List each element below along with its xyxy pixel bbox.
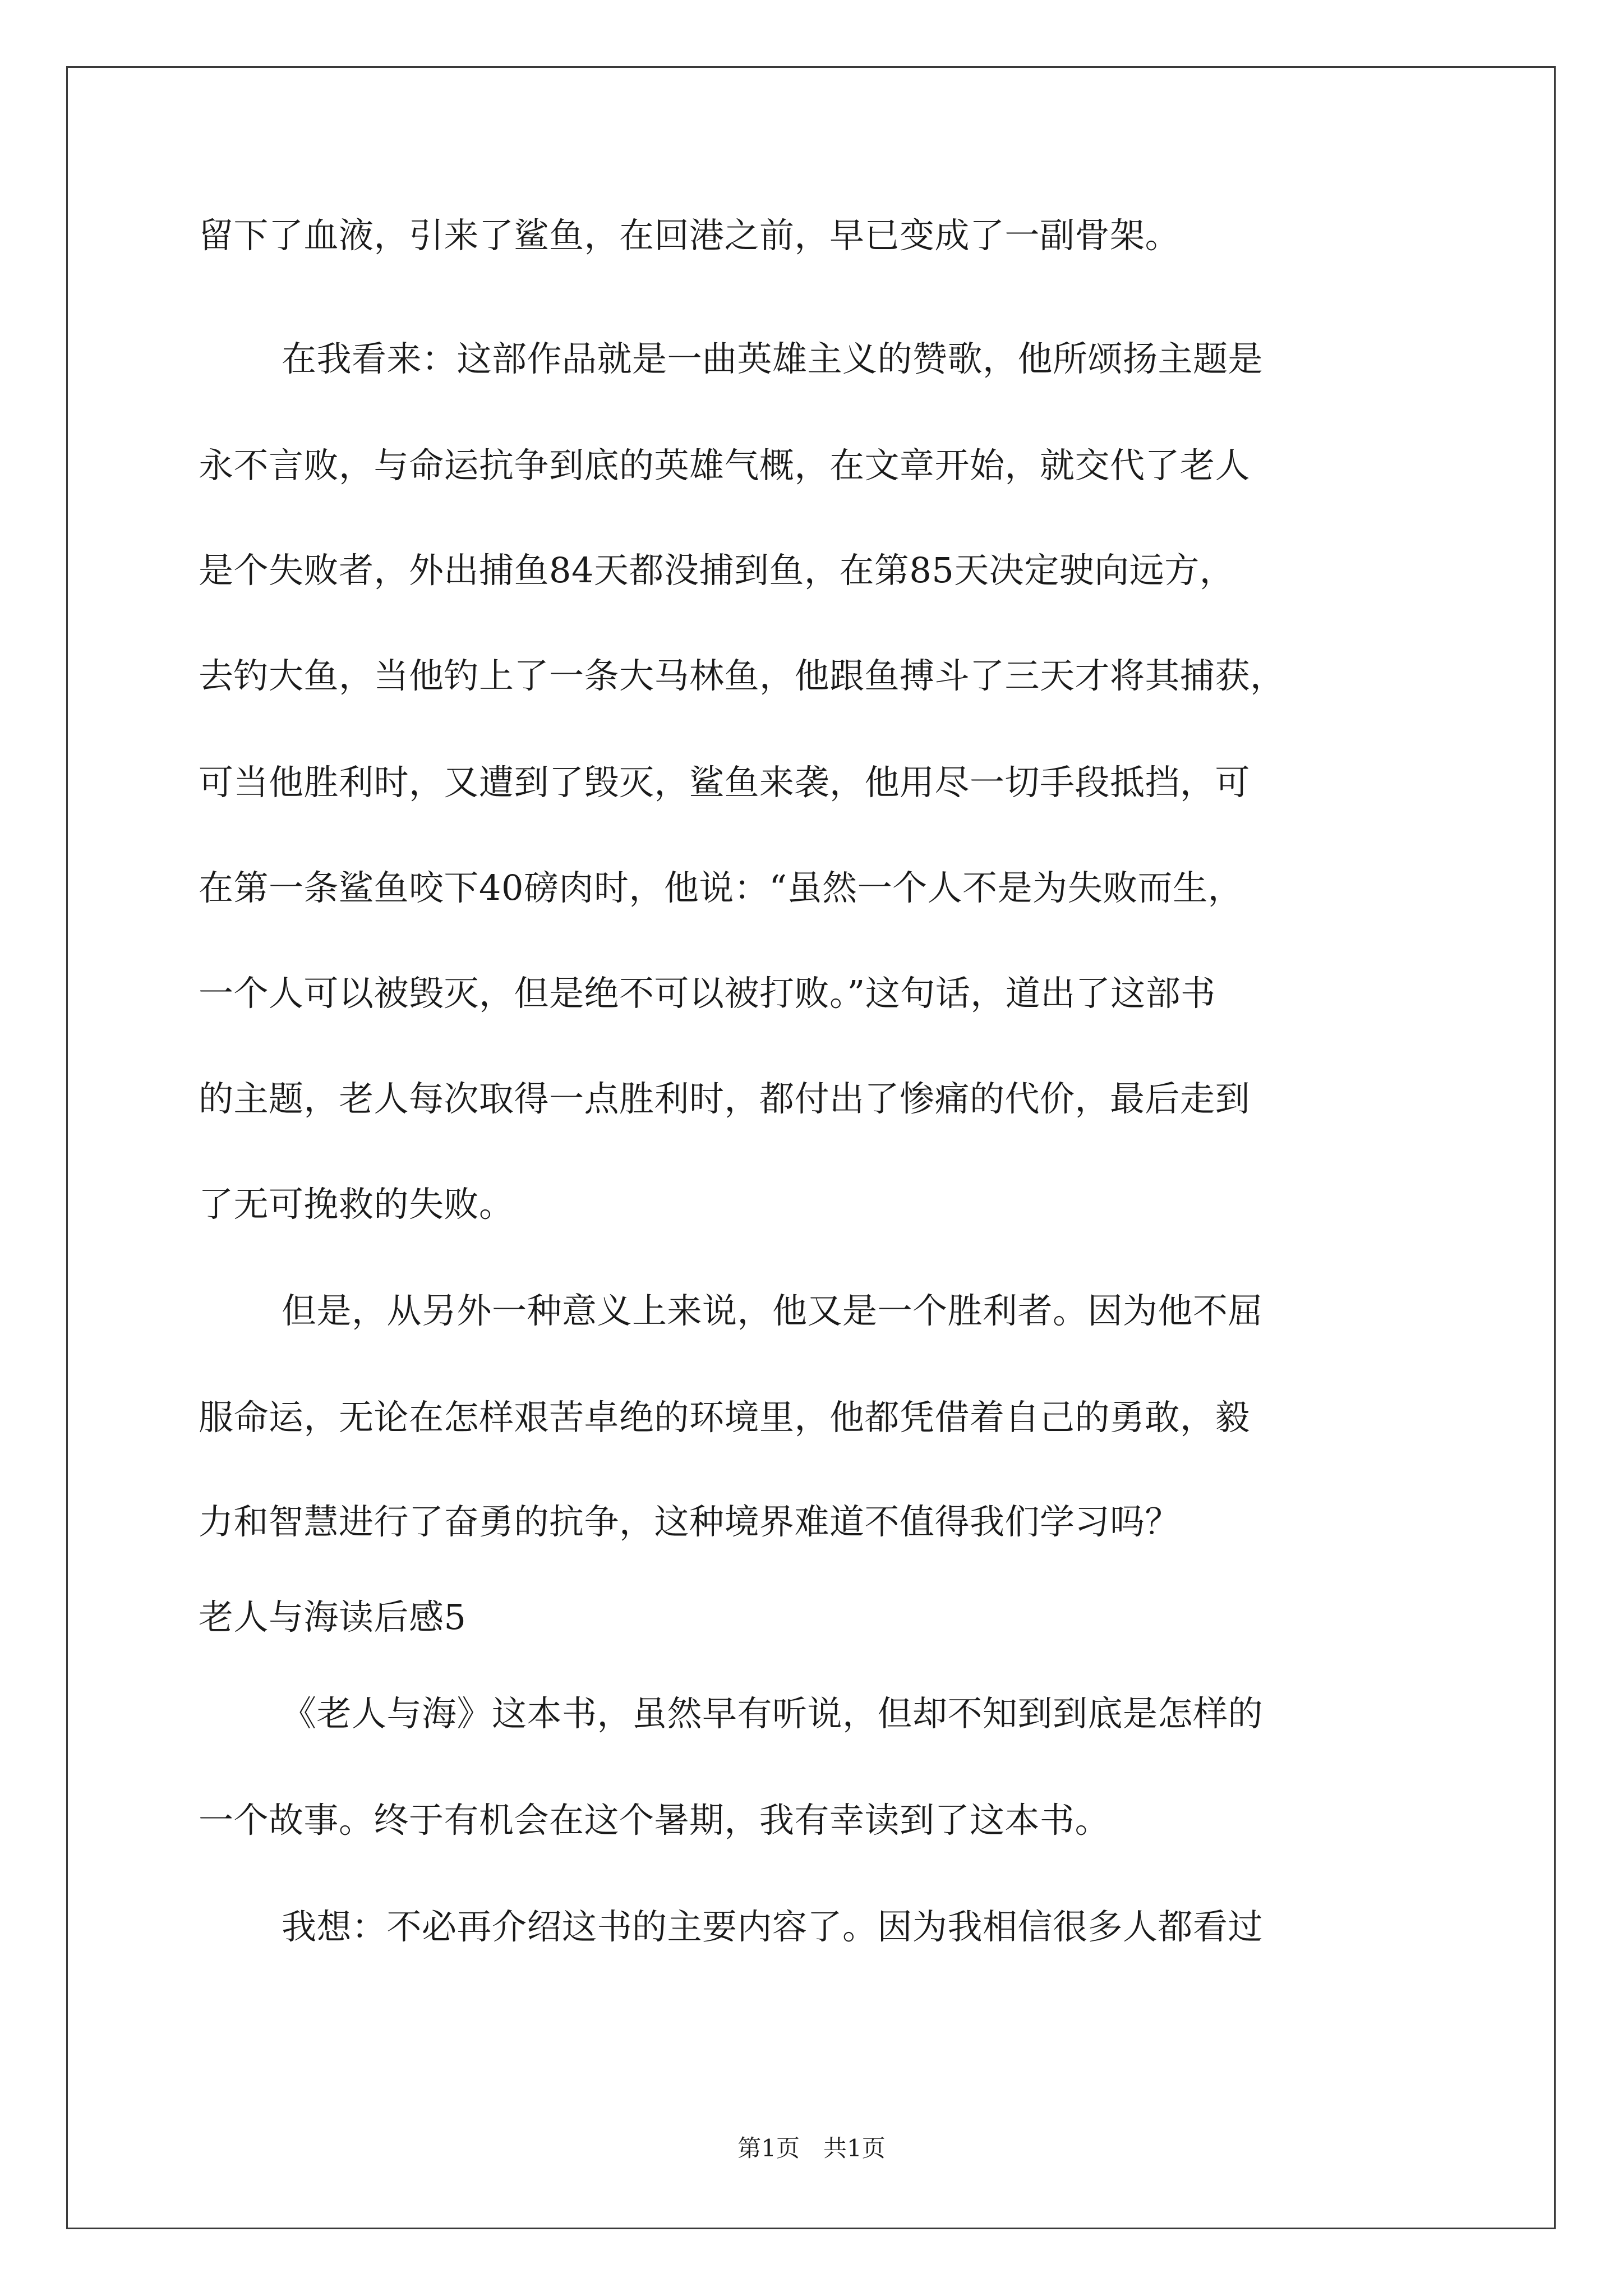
- text-line: 是个失败者，外出捕鱼84天都没捕到鱼，在第85天决定驶向远方，: [199, 550, 1235, 591]
- text-line: 去钓大鱼，当他钓上了一条大马林鱼，他跟鱼搏斗了三天才将其捕获，: [199, 655, 1285, 696]
- text-line: 永不言败，与命运抗争到底的英雄气概，在文章开始，就交代了老人: [199, 445, 1251, 486]
- text-line: 的主题，老人每次取得一点胜利时，都付出了惨痛的代价，最后走到: [199, 1078, 1251, 1119]
- paragraph-start-line: 在我看来：这部作品就是一曲英雄主义的赞歌，他所颂扬主题是: [282, 338, 1264, 379]
- section-heading: 老人与海读后感5: [199, 1596, 467, 1637]
- paragraph-start-line: 《老人与海》这本书，虽然早有听说，但却不知到到底是怎样的: [282, 1693, 1264, 1734]
- paragraph-start-line: 我想：不必再介绍这书的主要内容了。因为我相信很多人都看过: [282, 1906, 1264, 1947]
- text-line: 可当他胜利时，又遭到了毁灭，鲨鱼来袭，他用尽一切手段抵挡，可: [199, 762, 1251, 803]
- text-line: 力和智慧进行了奋勇的抗争，这种境界难道不值得我们学习吗？: [199, 1501, 1181, 1542]
- text-line: 一个人可以被毁灭，但是绝不可以被打败。”这句话，道出了这部书: [199, 973, 1216, 1014]
- page-footer: 第1页 共1页: [737, 2134, 886, 2162]
- text-line: 一个故事。终于有机会在这个暑期，我有幸读到了这本书。: [199, 1800, 1110, 1841]
- text-line: 了无可挽救的失败。: [199, 1184, 514, 1225]
- text-line: 在第一条鲨鱼咬下40磅肉时，他说：“虽然一个人不是为失败而生，: [199, 867, 1243, 908]
- text-line: 服命运，无论在怎样艰苦卓绝的环境里，他都凭借着自己的勇敢，毅: [199, 1397, 1251, 1438]
- text-line: 留下了血液，引来了鲨鱼，在回港之前，早已变成了一副骨架。: [199, 215, 1181, 256]
- paragraph-start-line: 但是，从另外一种意义上来说，他又是一个胜利者。因为他不屈: [282, 1290, 1264, 1331]
